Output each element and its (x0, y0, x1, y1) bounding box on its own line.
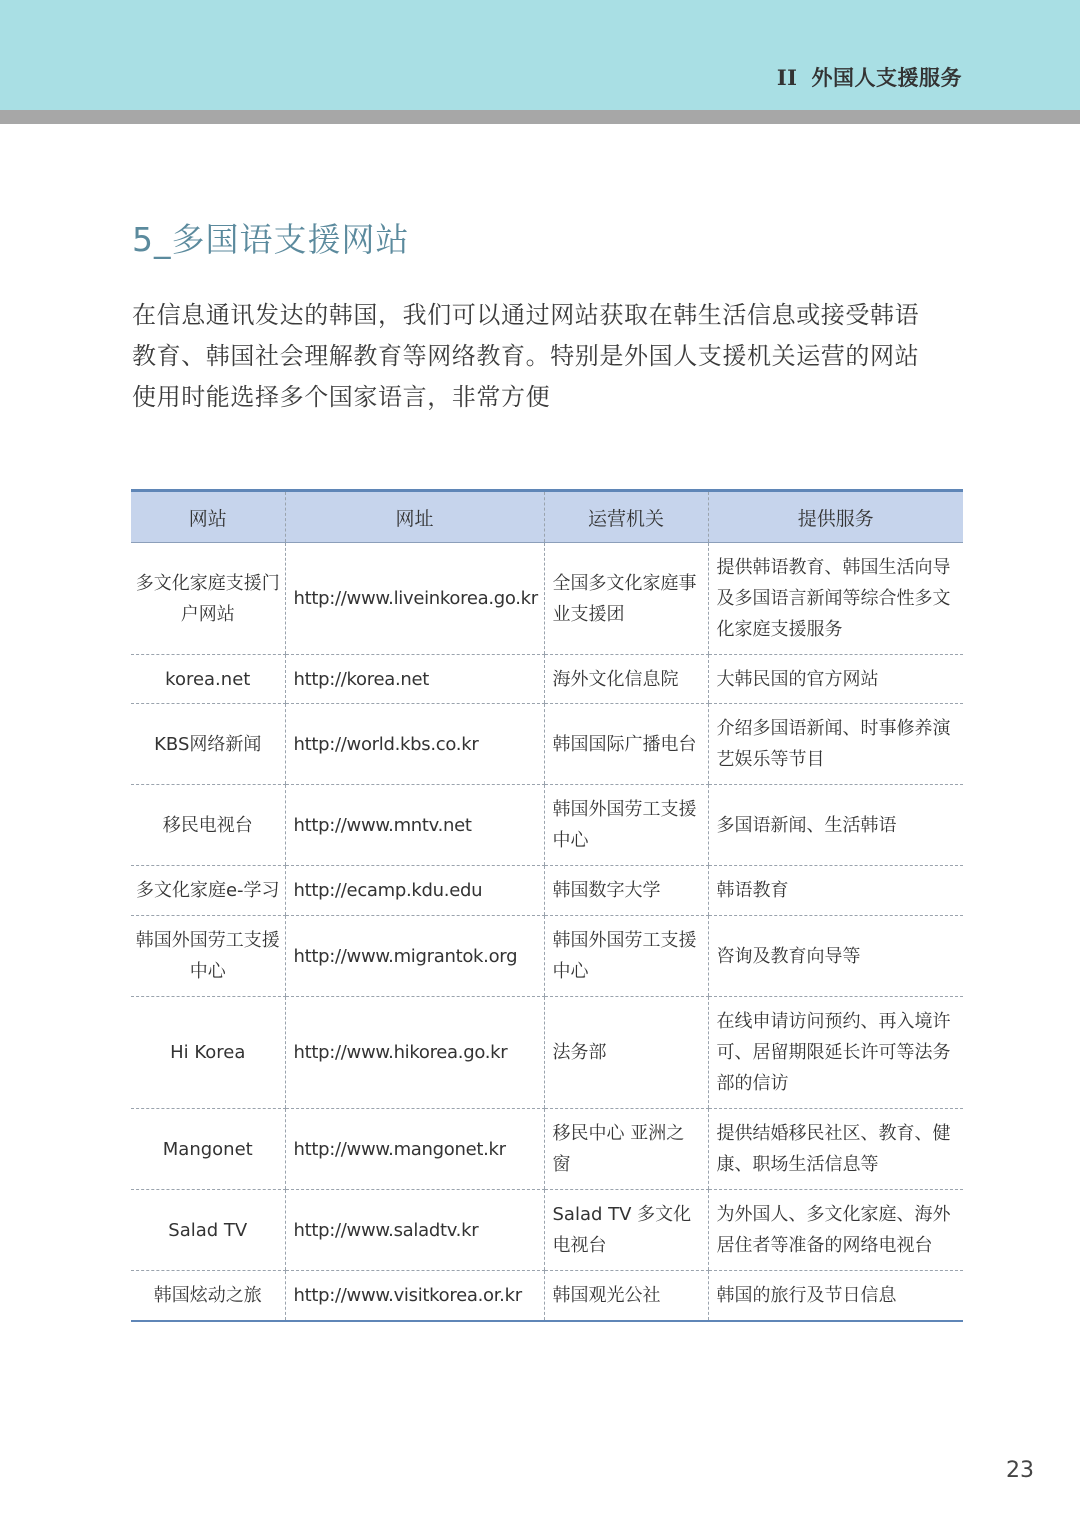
operator-cell: 韩国外国劳工支援中心 (544, 785, 708, 866)
site-cell: 韩国炫动之旅 (131, 1271, 285, 1321)
url-link[interactable]: http://www.migrantok.org (285, 916, 544, 997)
service-cell: 大韩民国的官方网站 (708, 655, 963, 704)
operator-cell: 韩国观光公社 (544, 1271, 708, 1321)
service-cell: 提供结婚移民社区、教育、健康、职场生活信息等 (708, 1109, 963, 1190)
column-header-operator: 运营机关 (544, 491, 708, 543)
operator-cell: 韩国国际广播电台 (544, 704, 708, 785)
site-cell: KBS网络新闻 (131, 704, 285, 785)
column-header-url: 网址 (285, 491, 544, 543)
intro-line: 使用时能选择多个国家语言，非常方便 (132, 383, 551, 411)
service-cell: 咨询及教育向导等 (708, 916, 963, 997)
url-link[interactable]: http://www.mntv.net (285, 785, 544, 866)
chapter-number: II (776, 65, 798, 90)
chapter-title: 外国人支援服务 (811, 66, 962, 90)
operator-cell: Salad TV 多文化电视台 (544, 1190, 708, 1271)
operator-cell: 移民中心 亚洲之窗 (544, 1109, 708, 1190)
service-cell: 韩国的旅行及节日信息 (708, 1271, 963, 1321)
url-link[interactable]: http://www.liveinkorea.go.kr (285, 543, 544, 655)
header-band (0, 0, 1080, 110)
operator-cell: 法务部 (544, 997, 708, 1109)
url-link[interactable]: http://www.visitkorea.or.kr (285, 1271, 544, 1321)
site-cell: korea.net (131, 655, 285, 704)
url-link[interactable]: http://ecamp.kdu.edu (285, 866, 544, 916)
operator-cell: 海外文化信息院 (544, 655, 708, 704)
table-row (131, 866, 963, 916)
site-cell: Salad TV (131, 1190, 285, 1271)
table-row (131, 1271, 963, 1321)
table-row (131, 543, 963, 655)
url-link[interactable]: http://www.mangonet.kr (285, 1109, 544, 1190)
site-cell: Mangonet (131, 1109, 285, 1190)
service-cell: 介绍多国语新闻、时事修养演艺娱乐等节目 (708, 704, 963, 785)
table-row (131, 785, 963, 866)
section-title: 5_多国语支援网站 (132, 220, 410, 259)
service-cell: 多国语新闻、生活韩语 (708, 785, 963, 866)
intro-line: 教育、韩国社会理解教育等网络教育。特别是外国人支援机关运营的网站 (132, 342, 920, 370)
table-row (131, 1109, 963, 1190)
url-link[interactable]: http://world.kbs.co.kr (285, 704, 544, 785)
url-link[interactable]: http://korea.net (285, 655, 544, 704)
url-link[interactable]: http://www.hikorea.go.kr (285, 997, 544, 1109)
column-header-site: 网站 (131, 491, 285, 543)
chapter-heading (777, 62, 962, 92)
site-cell: 韩国外国劳工支援中心 (131, 916, 285, 997)
table-row (131, 1190, 963, 1271)
url-link[interactable]: http://www.saladtv.kr (285, 1190, 544, 1271)
column-header-service: 提供服务 (708, 491, 963, 543)
site-cell: 多文化家庭支援门户网站 (131, 543, 285, 655)
intro-line: 在信息通讯发达的韩国，我们可以通过网站获取在韩生活信息或接受韩语 (132, 301, 920, 329)
websites-table (131, 489, 963, 1322)
site-cell: 多文化家庭e-学习 (131, 866, 285, 916)
table-row (131, 916, 963, 997)
service-cell: 在线申请访问预约、再入境许可、居留期限延长许可等法务部的信访 (708, 997, 963, 1109)
table-row (131, 655, 963, 704)
table-header-row (131, 491, 963, 543)
table-row (131, 704, 963, 785)
intro-paragraph (132, 295, 972, 418)
service-cell: 韩语教育 (708, 866, 963, 916)
operator-cell: 韩国数字大学 (544, 866, 708, 916)
service-cell: 提供韩语教育、韩国生活向导及多国语言新闻等综合性多文化家庭支援服务 (708, 543, 963, 655)
table-row (131, 997, 963, 1109)
page-number: 23 (1006, 1458, 1034, 1483)
operator-cell: 韩国外国劳工支援中心 (544, 916, 708, 997)
operator-cell: 全国多文化家庭事业支援团 (544, 543, 708, 655)
header-divider (0, 110, 1080, 124)
service-cell: 为外国人、多文化家庭、海外居住者等准备的网络电视台 (708, 1190, 963, 1271)
site-cell: 移民电视台 (131, 785, 285, 866)
site-cell: Hi Korea (131, 997, 285, 1109)
